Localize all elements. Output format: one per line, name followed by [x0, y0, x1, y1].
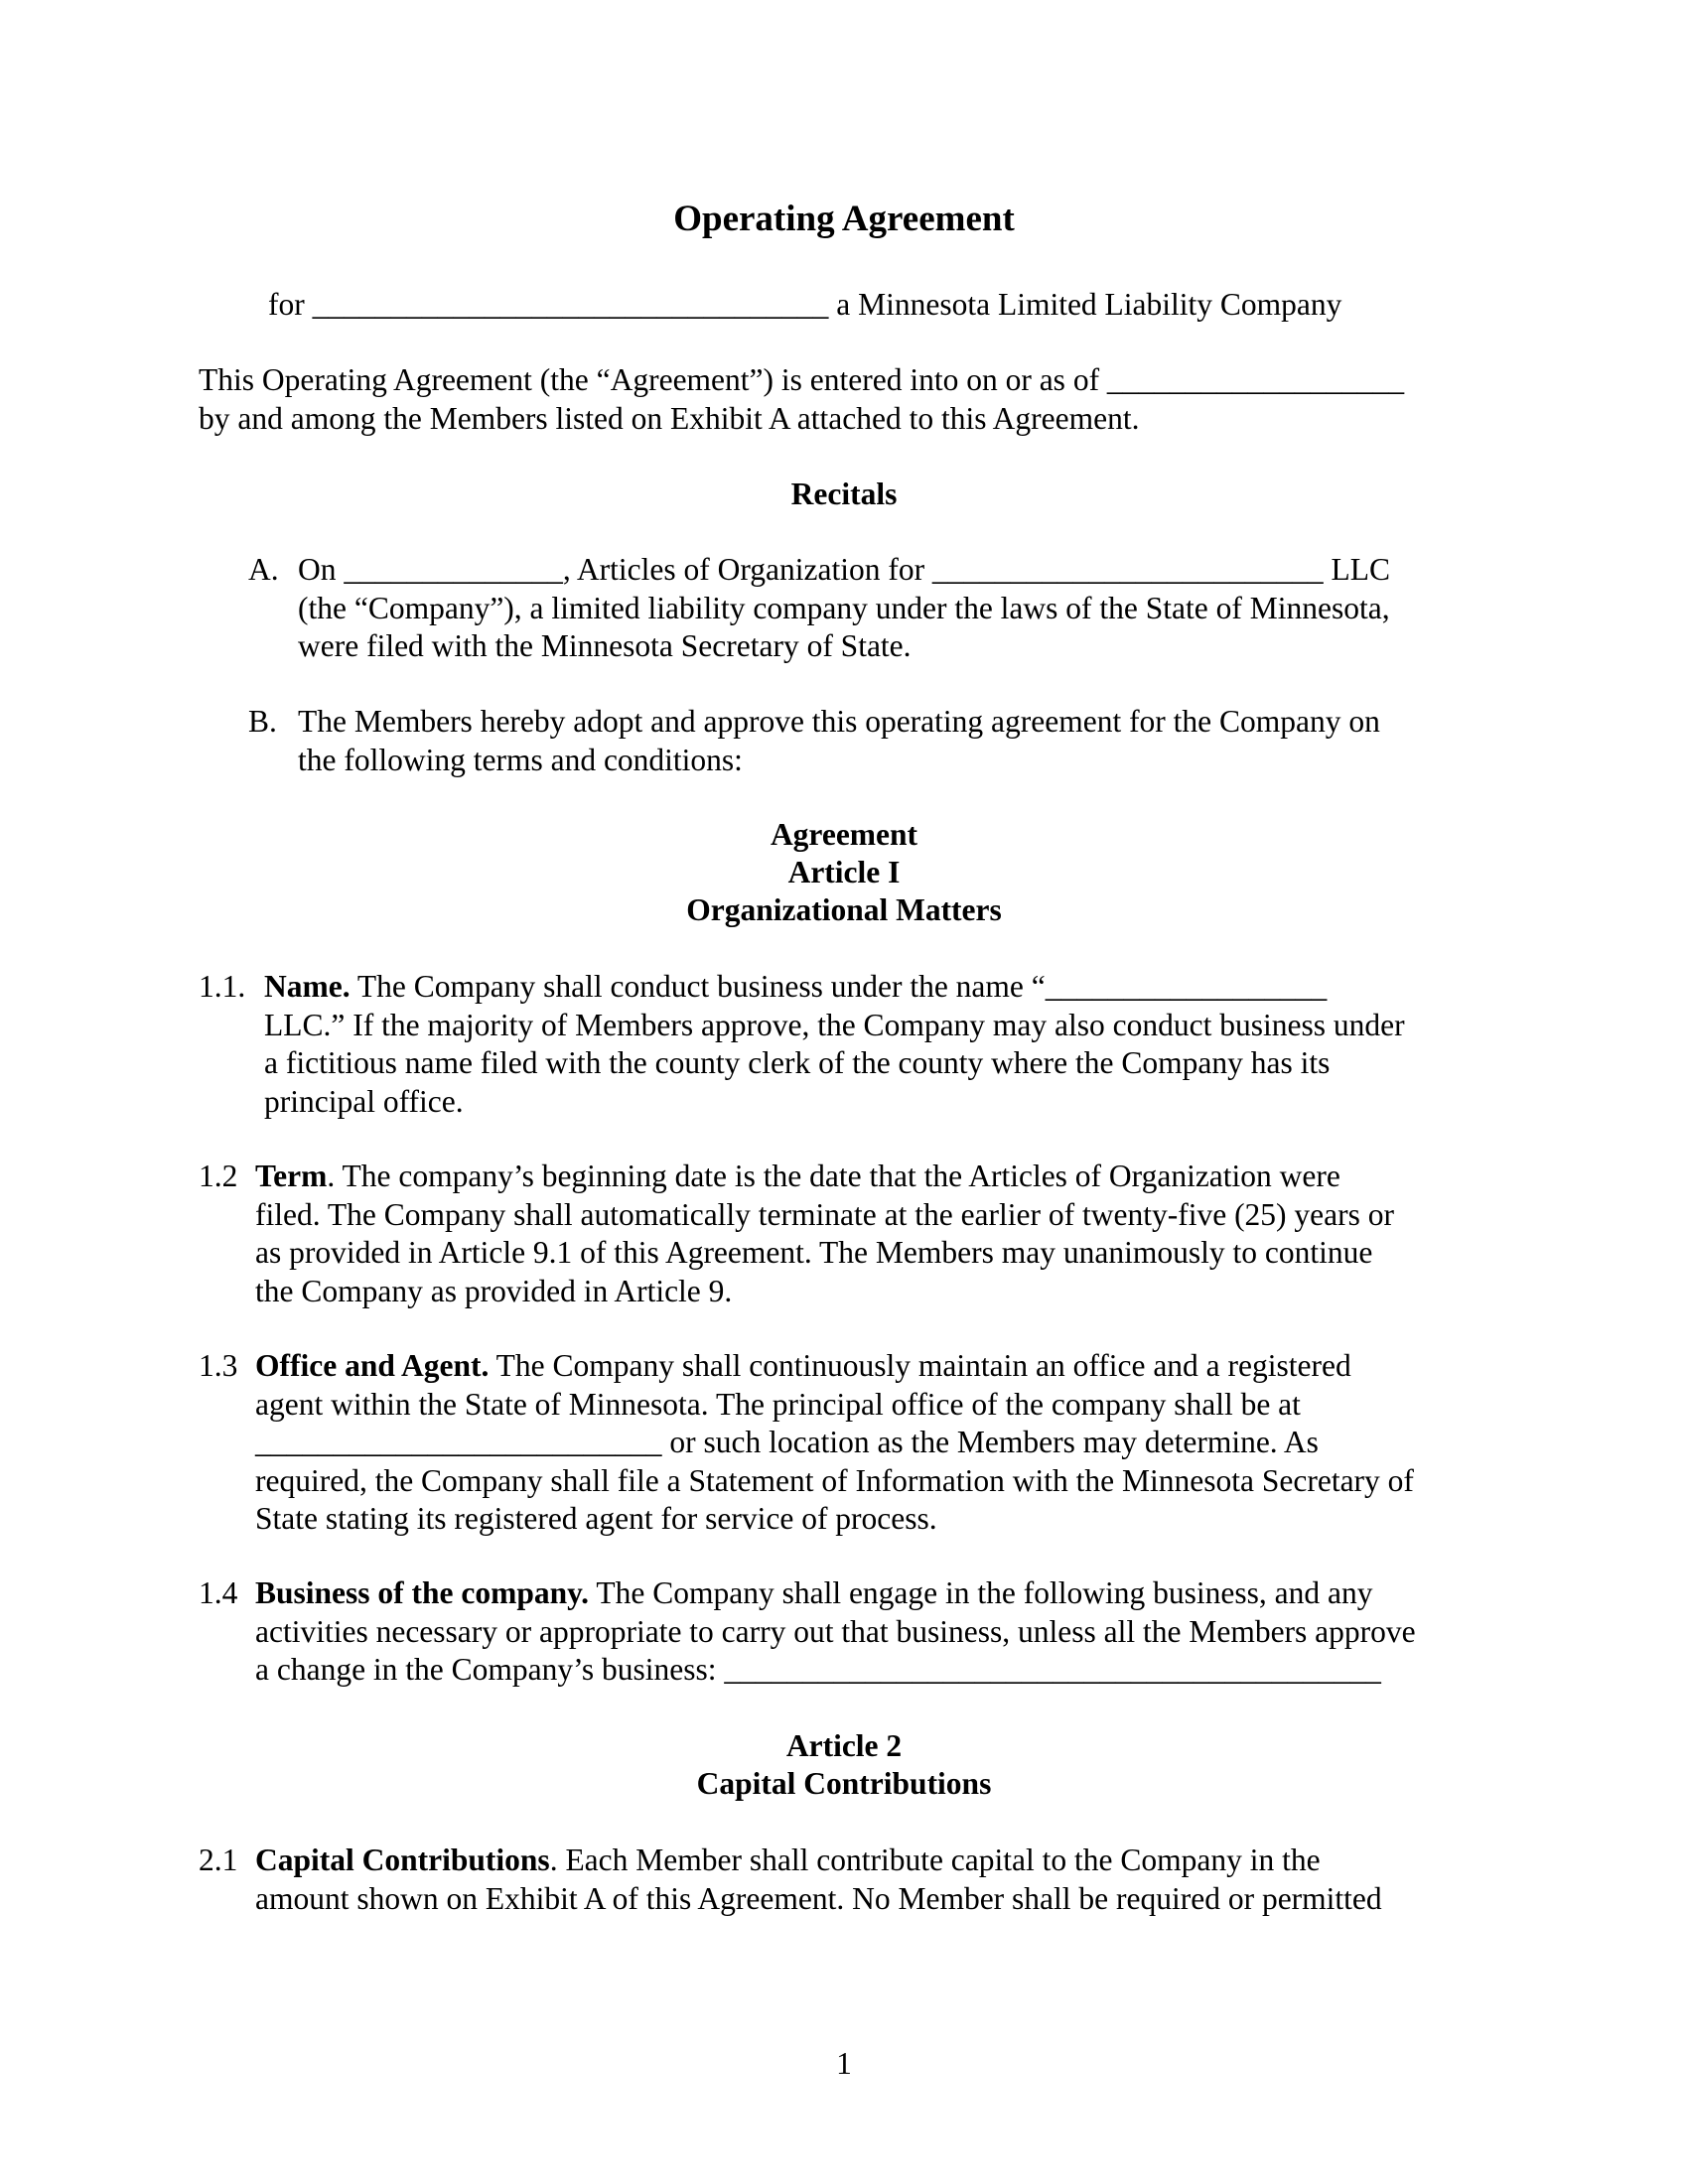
section-1-3-line-1: The Company shall continuously maintain an office and a registered [489, 1348, 1351, 1383]
intro-paragraph [199, 361, 1489, 438]
section-1-4-line-1: The Company shall engage in the following business, and any [589, 1575, 1373, 1610]
section-1-3-title: Office and Agent. [255, 1348, 490, 1383]
section-1-1-line-4: principal office. [264, 1083, 464, 1119]
section-1-4-line-3: a change in the Company’s business: __________________________________________ [255, 1652, 1381, 1687]
for-label: for [268, 287, 305, 322]
section-2-1-title: Capital Contributions [255, 1843, 550, 1877]
article-2-heading: Article 2 [785, 1728, 903, 1763]
section-1-2-title: Term [255, 1159, 328, 1193]
document-title: Operating Agreement [673, 199, 1015, 239]
article-1-title: Organizational Matters [686, 892, 1002, 927]
section-1-2-line-3: as provided in Article 9.1 of this Agreement. The Members may unanimously to continue [255, 1235, 1373, 1270]
intro-line-2: by and among the Members listed on Exhibit A attached to this Agreement. [199, 400, 1140, 436]
company-type-text: a Minnesota Limited Liability Company [828, 287, 1342, 322]
article-1-heading: Article I [787, 855, 901, 889]
section-1-3-line-3: __________________________ or such location as the Members may determine. As [255, 1425, 1319, 1459]
section-1-1-line-2: LLC.” If the majority of Members approve, the Company may also conduct business under [264, 1007, 1405, 1042]
section-1-3-number: 1.3 [199, 1348, 238, 1383]
intro-line-1: This Operating Agreement (the “Agreement”) is entered into on or as of ___________________ [199, 362, 1405, 397]
article-2-title: Capital Contributions [696, 1766, 992, 1801]
section-1-1-number: 1.1. [199, 969, 246, 1004]
recitals-heading: Recitals [790, 477, 898, 511]
recital-a-text [298, 551, 1390, 666]
section-1-2-line-2: filed. The Company shall automatically terminate at the earlier of twenty-five (25) years or [255, 1196, 1394, 1232]
recital-b-line-2: the following terms and conditions: [298, 742, 743, 777]
section-1-2-line-4: the Company as provided in Article 9. [255, 1273, 733, 1308]
section-1-3-line-5: State stating its registered agent for service of process. [255, 1501, 937, 1536]
company-name-blank: _________________________________ [312, 287, 829, 322]
section-1-3-line-2: agent within the State of Minnesota. The principal office of the company shall be at [255, 1386, 1301, 1422]
recital-a-line-1: On ______________, Articles of Organization for _________________________ LLC [298, 552, 1391, 587]
section-1-1-line-3: a fictitious name filed with the county clerk of the county where the Company has its [264, 1045, 1331, 1080]
section-1-4-number: 1.4 [199, 1575, 238, 1610]
section-2-1-line-1: . Each Member shall contribute capital to the Company in the [549, 1843, 1321, 1877]
section-1-4-text [255, 1574, 1416, 1690]
section-1-2-number: 1.2 [199, 1159, 238, 1193]
section-1-1-title: Name. [264, 969, 351, 1004]
for-line [268, 286, 1559, 325]
section-1-1-text [264, 968, 1405, 1121]
page-number: 1 [836, 2046, 852, 2081]
section-1-2-line-1: . The company’s beginning date is the date that the Articles of Organization were [327, 1159, 1340, 1193]
section-1-3-line-4: required, the Company shall file a Statement of Information with the Minnesota Secretary of [255, 1462, 1414, 1498]
section-2-1-text [255, 1842, 1382, 1918]
section-1-4-line-2: activities necessary or appropriate to carry out that business, unless all the Members approve [255, 1613, 1416, 1649]
section-1-4-title: Business of the company. [255, 1575, 590, 1610]
recital-a-line-3: were filed with the Minnesota Secretary of State. [298, 628, 912, 663]
section-1-1-line-1: The Company shall conduct business under the name “__________________ [350, 969, 1328, 1004]
section-2-1-number: 2.1 [199, 1843, 238, 1877]
recital-a-label: A. [248, 552, 279, 587]
recital-b-line-1: The Members hereby adopt and approve this operating agreement for the Company on [298, 704, 1380, 739]
section-1-2-text [255, 1158, 1394, 1310]
recital-b-label: B. [248, 704, 277, 739]
recital-b-text [298, 703, 1380, 779]
recital-a-line-2: (the “Company”), a limited liability company under the laws of the State of Minnesota, [298, 590, 1390, 625]
section-1-3-text [255, 1347, 1414, 1539]
agreement-heading: Agreement [770, 817, 918, 852]
section-2-1-line-2: amount shown on Exhibit A of this Agreement. No Member shall be required or permitted [255, 1880, 1382, 1916]
